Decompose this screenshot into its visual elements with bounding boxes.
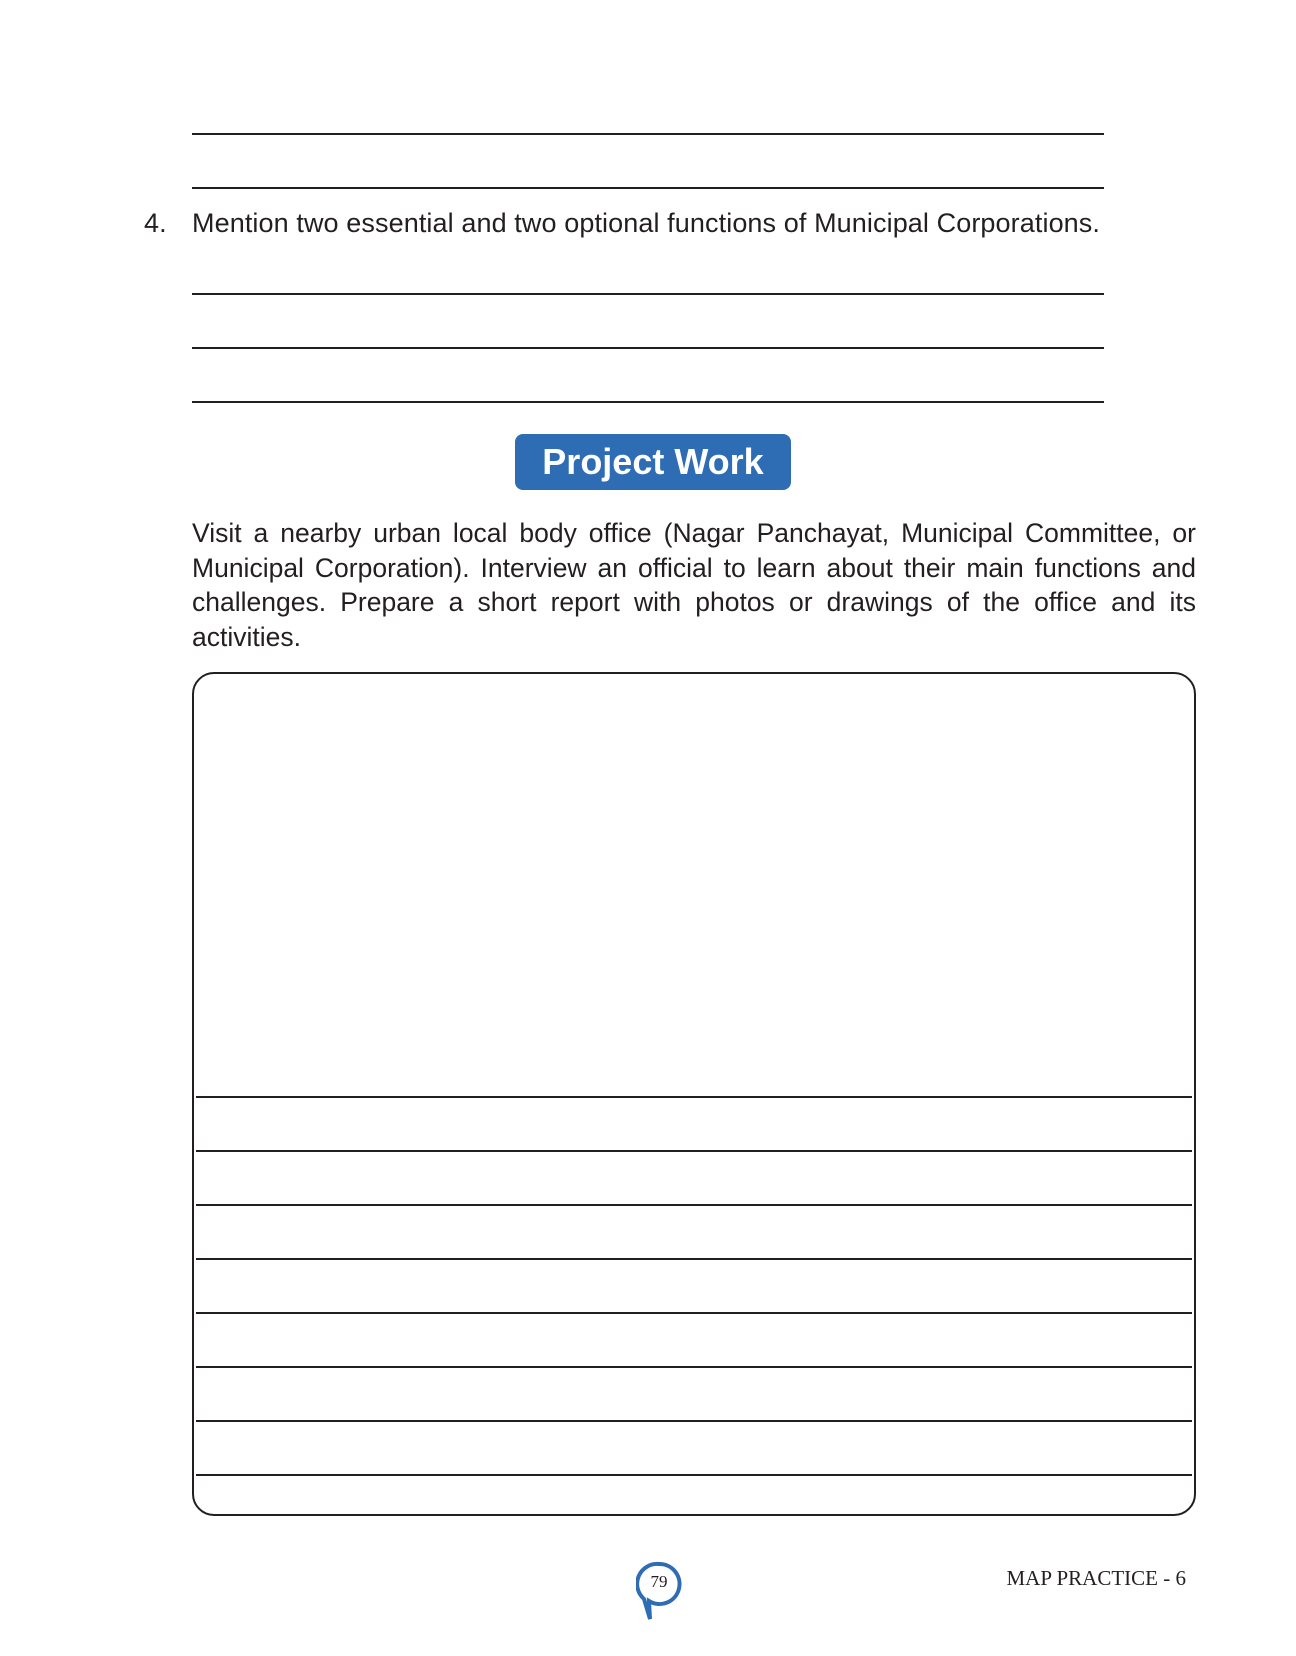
page-number-badge bbox=[636, 1561, 684, 1609]
answer-line[interactable] bbox=[192, 133, 1104, 135]
book-title: MAP PRACTICE - 6 bbox=[1006, 1566, 1186, 1590]
answer-line[interactable] bbox=[192, 401, 1104, 403]
box-writing-line[interactable] bbox=[196, 1150, 1192, 1152]
question-text: Mention two essential and two optional functions of Municipal Corporations. bbox=[192, 208, 1101, 238]
box-writing-line[interactable] bbox=[196, 1096, 1192, 1098]
answer-line[interactable] bbox=[192, 187, 1104, 189]
box-writing-line[interactable] bbox=[196, 1420, 1192, 1422]
box-writing-line[interactable] bbox=[196, 1474, 1192, 1476]
project-answer-box[interactable] bbox=[192, 672, 1196, 1516]
box-writing-line[interactable] bbox=[196, 1366, 1192, 1368]
box-writing-line[interactable] bbox=[196, 1258, 1192, 1260]
project-work-heading: Project Work bbox=[515, 434, 791, 490]
question-number: 4. bbox=[144, 208, 167, 238]
page-number: 79 bbox=[650, 1572, 668, 1591]
answer-line[interactable] bbox=[192, 347, 1104, 349]
box-writing-line[interactable] bbox=[196, 1312, 1192, 1314]
project-instructions: Visit a nearby urban local body office (Nagar Panchayat, Municipal Committee, or Municipal Corporation). Interview an official to learn about their main functions and challenges. Prepare a short report with photos or drawings of the office and its activities. bbox=[192, 518, 1196, 652]
question-4 bbox=[144, 208, 1100, 239]
answer-line[interactable] bbox=[192, 293, 1104, 295]
box-writing-line[interactable] bbox=[196, 1204, 1192, 1206]
